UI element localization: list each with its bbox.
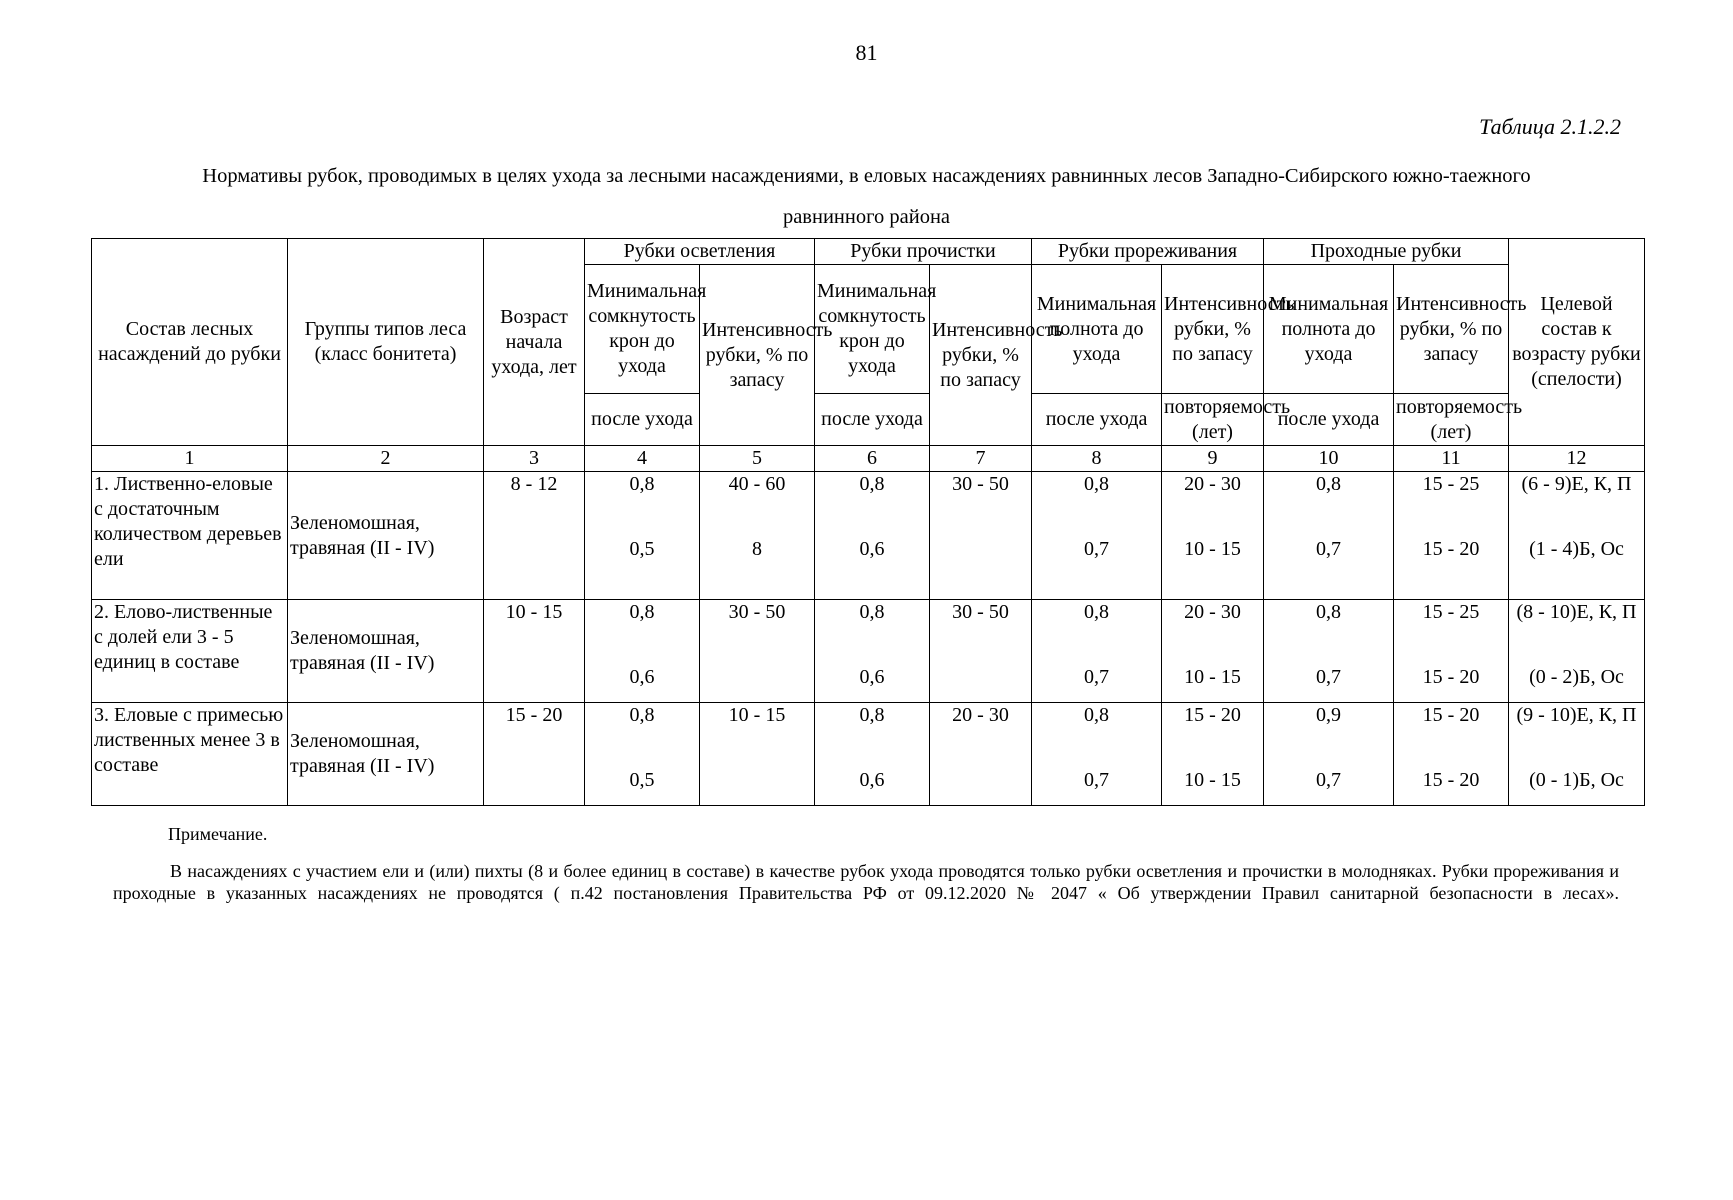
row-forest-type: Зеленомошная, травяная (II - IV) [288, 472, 484, 600]
header-min-closure-proch: Минимальная сомкнутость крон до ухода [815, 265, 930, 394]
row-cell [1264, 600, 1394, 703]
header-after-prored: после ухода [1032, 394, 1162, 446]
norms-table [91, 238, 1645, 806]
column-number: 12 [1509, 446, 1645, 472]
row-forest-type: Зеленомошная, травяная (II - IV) [288, 600, 484, 703]
row-cell [1509, 600, 1645, 703]
value-after: 0,6 [629, 666, 655, 688]
row-cell [700, 472, 815, 600]
value-after: 0,7 [1084, 666, 1110, 688]
value-after: 15 - 20 [1422, 666, 1480, 688]
table-title: Нормативы рубок, проводимых в целях ухода за лесными насаждениями, в еловых насаждениях равнинных лесов Западно-Сибирского южно-таежного равнинного района [202, 165, 1531, 228]
row-cell [1032, 472, 1162, 600]
column-number: 4 [585, 446, 700, 472]
header-composition: Состав лесных насаждений до рубки [92, 239, 288, 446]
header-intensity-proch: Интенсивность рубки, % по запасу [930, 265, 1032, 446]
header-min-density-prored: Минимальная полнота до ухода [1032, 265, 1162, 394]
value-after: 0,7 [1316, 666, 1342, 688]
value-before: 0,8 [1084, 601, 1110, 623]
row-cell [815, 472, 930, 600]
row-composition: 1. Лиственно-еловые с достаточным количеством деревьев ели [92, 472, 288, 600]
column-number: 11 [1394, 446, 1509, 472]
header-min-closure-osv: Минимальная сомкнутость крон до ухода [585, 265, 700, 394]
value-before: (9 - 10)Е, К, П [1516, 704, 1637, 726]
row-cell [930, 600, 1032, 703]
value-before: 15 - 20 [1422, 704, 1480, 726]
row-cell [1394, 703, 1509, 806]
value-after: 0,7 [1084, 769, 1110, 791]
row-cell [1162, 703, 1264, 806]
value-after: 0,6 [859, 538, 885, 560]
header-repeat-prohod: повторяемость (лет) [1394, 394, 1509, 446]
value-after: 10 - 15 [1184, 538, 1241, 560]
value-after: (1 - 4)Б, Ос [1529, 538, 1624, 560]
row-start-age: 10 - 15 [484, 600, 585, 703]
value-before: 0,8 [859, 704, 885, 726]
value-before: (6 - 9)Е, К, П [1521, 473, 1632, 495]
value-after: 0,7 [1084, 538, 1110, 560]
note-body: В насаждениях с участием ели и (или) пихты (8 и более единиц в составе) в качестве рубок ухода проводятся только рубки осветления и прочистки в молодняках. Рубки прореживания и проходные в указанных насаждениях не проводятся ( п.42 постановления Правительства РФ от 09.12.2020 № 2047 « Об утверждении Правил санитарной безопасности в лесах». [113, 861, 1619, 903]
row-start-age: 8 - 12 [484, 472, 585, 600]
header-after-osv: после ухода [585, 394, 700, 446]
row-cell [585, 703, 700, 806]
row-cell [1394, 600, 1509, 703]
header-repeat-prored: повторяемость (лет) [1162, 394, 1264, 446]
row-cell [585, 472, 700, 600]
row-cell [1509, 703, 1645, 806]
value-before: 30 - 50 [952, 473, 1009, 495]
header-after-prohod: после ухода [1264, 394, 1394, 446]
header-intensity-prohod: Интенсивность рубки, % по запасу [1394, 265, 1509, 394]
row-forest-type: Зеленомошная, травяная (II - IV) [288, 703, 484, 806]
value-before: 15 - 25 [1422, 473, 1480, 495]
row-cell [1264, 472, 1394, 600]
value-after: 15 - 20 [1422, 769, 1480, 791]
value-before: 15 - 20 [1184, 704, 1241, 726]
value-before: 40 - 60 [728, 473, 786, 495]
row-composition: 2. Елово-лиственные с долей ели 3 - 5 единиц в составе [92, 600, 288, 703]
value-before: 0,8 [629, 704, 655, 726]
table-label: Таблица 2.1.2.2 [1479, 114, 1621, 139]
column-number: 10 [1264, 446, 1394, 472]
note-heading: Примечание. [168, 824, 268, 844]
value-after: 0,7 [1316, 538, 1342, 560]
value-before: 15 - 25 [1422, 601, 1480, 623]
value-after: 0,5 [629, 769, 655, 791]
header-after-proch: после ухода [815, 394, 930, 446]
header-group-osvetleniya: Рубки осветления [585, 239, 815, 265]
row-cell [1162, 472, 1264, 600]
value-after: (0 - 2)Б, Ос [1529, 666, 1624, 688]
value-before: (8 - 10)Е, К, П [1516, 601, 1637, 623]
column-number: 6 [815, 446, 930, 472]
row-cell [1162, 600, 1264, 703]
table-row [92, 703, 1645, 806]
row-cell [700, 600, 815, 703]
column-number-row [92, 446, 1645, 472]
value-before: 10 - 15 [728, 704, 786, 726]
row-cell [1032, 600, 1162, 703]
page-number: 81 [855, 40, 878, 65]
header-forest-type: Группы типов леса (класс бонитета) [288, 239, 484, 446]
value-before: 20 - 30 [952, 704, 1009, 726]
header-intensity-osv: Интенсивность рубки, % по запасу [700, 265, 815, 446]
header-intensity-prored: Интенсивность рубки, % по запасу [1162, 265, 1264, 394]
value-after: 0,7 [1316, 769, 1342, 791]
value-before: 0,8 [1316, 601, 1342, 623]
value-before: 30 - 50 [952, 601, 1009, 623]
value-after: 0,6 [859, 769, 885, 791]
header-group-prochistki: Рубки прочистки [815, 239, 1032, 265]
value-before: 0,9 [1316, 704, 1342, 726]
column-number: 7 [930, 446, 1032, 472]
table-row [92, 600, 1645, 703]
value-before: 0,8 [629, 601, 655, 623]
value-after: 0,6 [859, 666, 885, 688]
value-after: (0 - 1)Б, Ос [1529, 769, 1624, 791]
column-number: 5 [700, 446, 815, 472]
row-cell [1509, 472, 1645, 600]
value-after: 10 - 15 [1184, 666, 1241, 688]
header-row-groups [92, 239, 1645, 265]
header-start-age: Возраст начала ухода, лет [484, 239, 585, 446]
value-after: 8 [752, 538, 762, 560]
row-cell [1032, 703, 1162, 806]
value-after: 15 - 20 [1422, 538, 1480, 560]
value-before: 0,8 [1084, 704, 1110, 726]
row-cell [815, 703, 930, 806]
column-number: 8 [1032, 446, 1162, 472]
header-group-prorezhivaniya: Рубки прореживания [1032, 239, 1264, 265]
header-group-prohodnye: Проходные рубки [1264, 239, 1509, 265]
row-cell [930, 703, 1032, 806]
column-number: 2 [288, 446, 484, 472]
value-before: 30 - 50 [728, 601, 786, 623]
value-before: 20 - 30 [1184, 473, 1241, 495]
value-before: 0,8 [629, 473, 655, 495]
column-number: 3 [484, 446, 585, 472]
value-before: 20 - 30 [1184, 601, 1241, 623]
row-cell [585, 600, 700, 703]
table-row [92, 472, 1645, 600]
row-cell [930, 472, 1032, 600]
value-before: 0,8 [1316, 473, 1342, 495]
header-min-density-prohod: Минимальная полнота до ухода [1264, 265, 1394, 394]
column-number: 9 [1162, 446, 1264, 472]
value-before: 0,8 [1084, 473, 1110, 495]
row-start-age: 15 - 20 [484, 703, 585, 806]
value-after: 0,5 [629, 538, 655, 560]
header-target-composition: Целевой состав к возрасту рубки (спелости) [1509, 239, 1645, 446]
row-composition: 3. Еловые с примесью лиственных менее 3 в составе [92, 703, 288, 806]
column-number: 1 [92, 446, 288, 472]
value-before: 0,8 [859, 601, 885, 623]
value-after: 10 - 15 [1184, 769, 1241, 791]
row-cell [1264, 703, 1394, 806]
value-before: 0,8 [859, 473, 885, 495]
row-cell [700, 703, 815, 806]
row-cell [1394, 472, 1509, 600]
row-cell [815, 600, 930, 703]
